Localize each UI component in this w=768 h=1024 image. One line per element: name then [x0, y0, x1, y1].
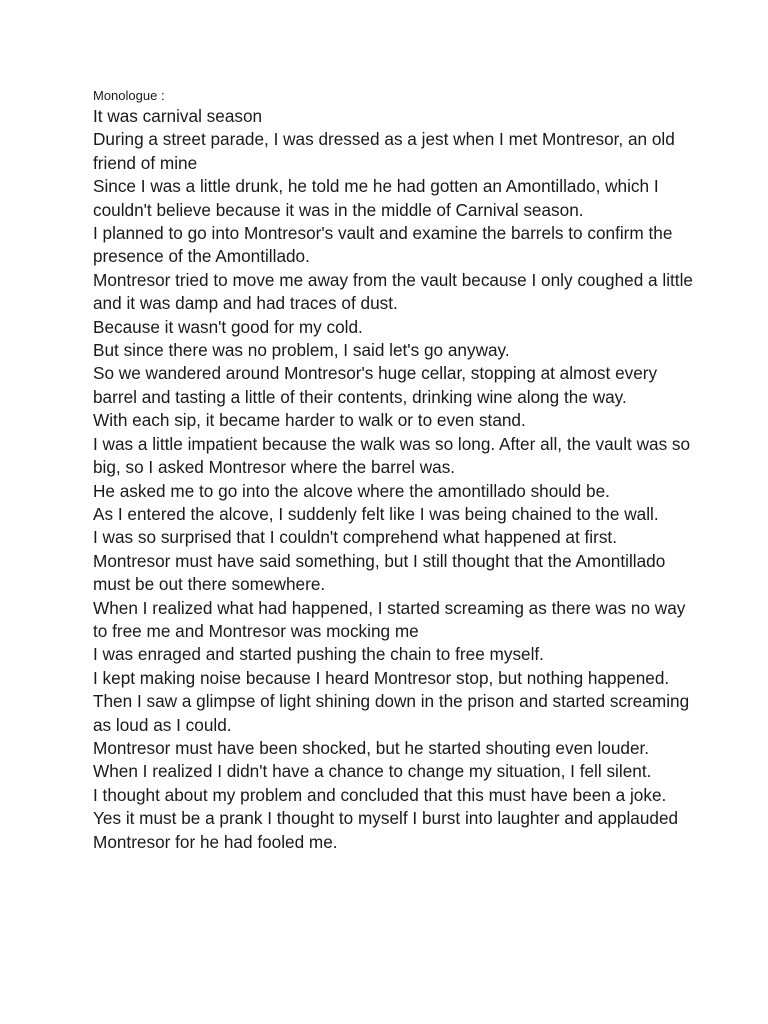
paragraph: I was a little impatient because the walk was so long. After all, the vault was so big, so I asked Montresor where the barrel was. — [93, 433, 691, 478]
paragraph: He asked me to go into the alcove where the amontillado should be. — [93, 480, 610, 501]
monologue-body — [93, 105, 693, 854]
paragraph: When I realized what had happened, I started screaming as there was no way to free me and Montresor was mocking me — [93, 597, 686, 641]
paragraph: As I entered the alcove, I suddenly felt like I was being chained to the wall. — [93, 503, 659, 524]
paragraph: But since there was no problem, I said let's go anyway. — [93, 340, 510, 361]
paragraph: Montresor tried to move me away from the vault because I only coughed a little and it was damp and had traces of dust. — [93, 269, 693, 314]
document-heading: Monologue : — [93, 88, 165, 103]
paragraph: Montresor must have been shocked, but he started shouting even louder. — [93, 737, 650, 758]
paragraph: Then I saw a glimpse of light shining down in the prison and started screaming as loud as I could. — [93, 691, 690, 735]
paragraph: Because it wasn't good for my cold. — [93, 316, 363, 337]
paragraph: With each sip, it became harder to walk or to even stand. — [93, 410, 526, 431]
paragraph: I thought about my problem and concluded that this must have been a joke. Yes it must be a prank I thought to myself I burst into laughter and applauded Montresor for he had fooled me. — [93, 784, 679, 852]
paragraph: I kept making noise because I heard Montresor stop, but nothing happened. — [93, 667, 670, 688]
paragraph: So we wandered around Montresor's huge cellar, stopping at almost every barrel and tasting a little of their contents, drinking wine along the way. — [93, 363, 658, 407]
paragraph: Montresor must have said something, but I still thought that the Amontillado must be out there somewhere. — [93, 550, 666, 595]
paragraph: During a street parade, I was dressed as a jest when I met Montresor, an old friend of mine — [93, 129, 675, 173]
paragraph: When I realized I didn't have a chance to change my situation, I fell silent. — [93, 761, 652, 782]
paragraph: I was so surprised that I couldn't comprehend what happened at first. — [93, 527, 617, 548]
paragraph: It was carnival season — [93, 106, 263, 126]
paragraph: I planned to go into Montresor's vault and examine the barrels to confirm the presence of the Amontillado. — [93, 223, 673, 267]
document-page — [93, 88, 693, 854]
paragraph: I was enraged and started pushing the chain to free myself. — [93, 644, 544, 665]
paragraph: Since I was a little drunk, he told me he had gotten an Amontillado, which I couldn't believe because it was in the middle of Carnival season. — [93, 176, 659, 220]
